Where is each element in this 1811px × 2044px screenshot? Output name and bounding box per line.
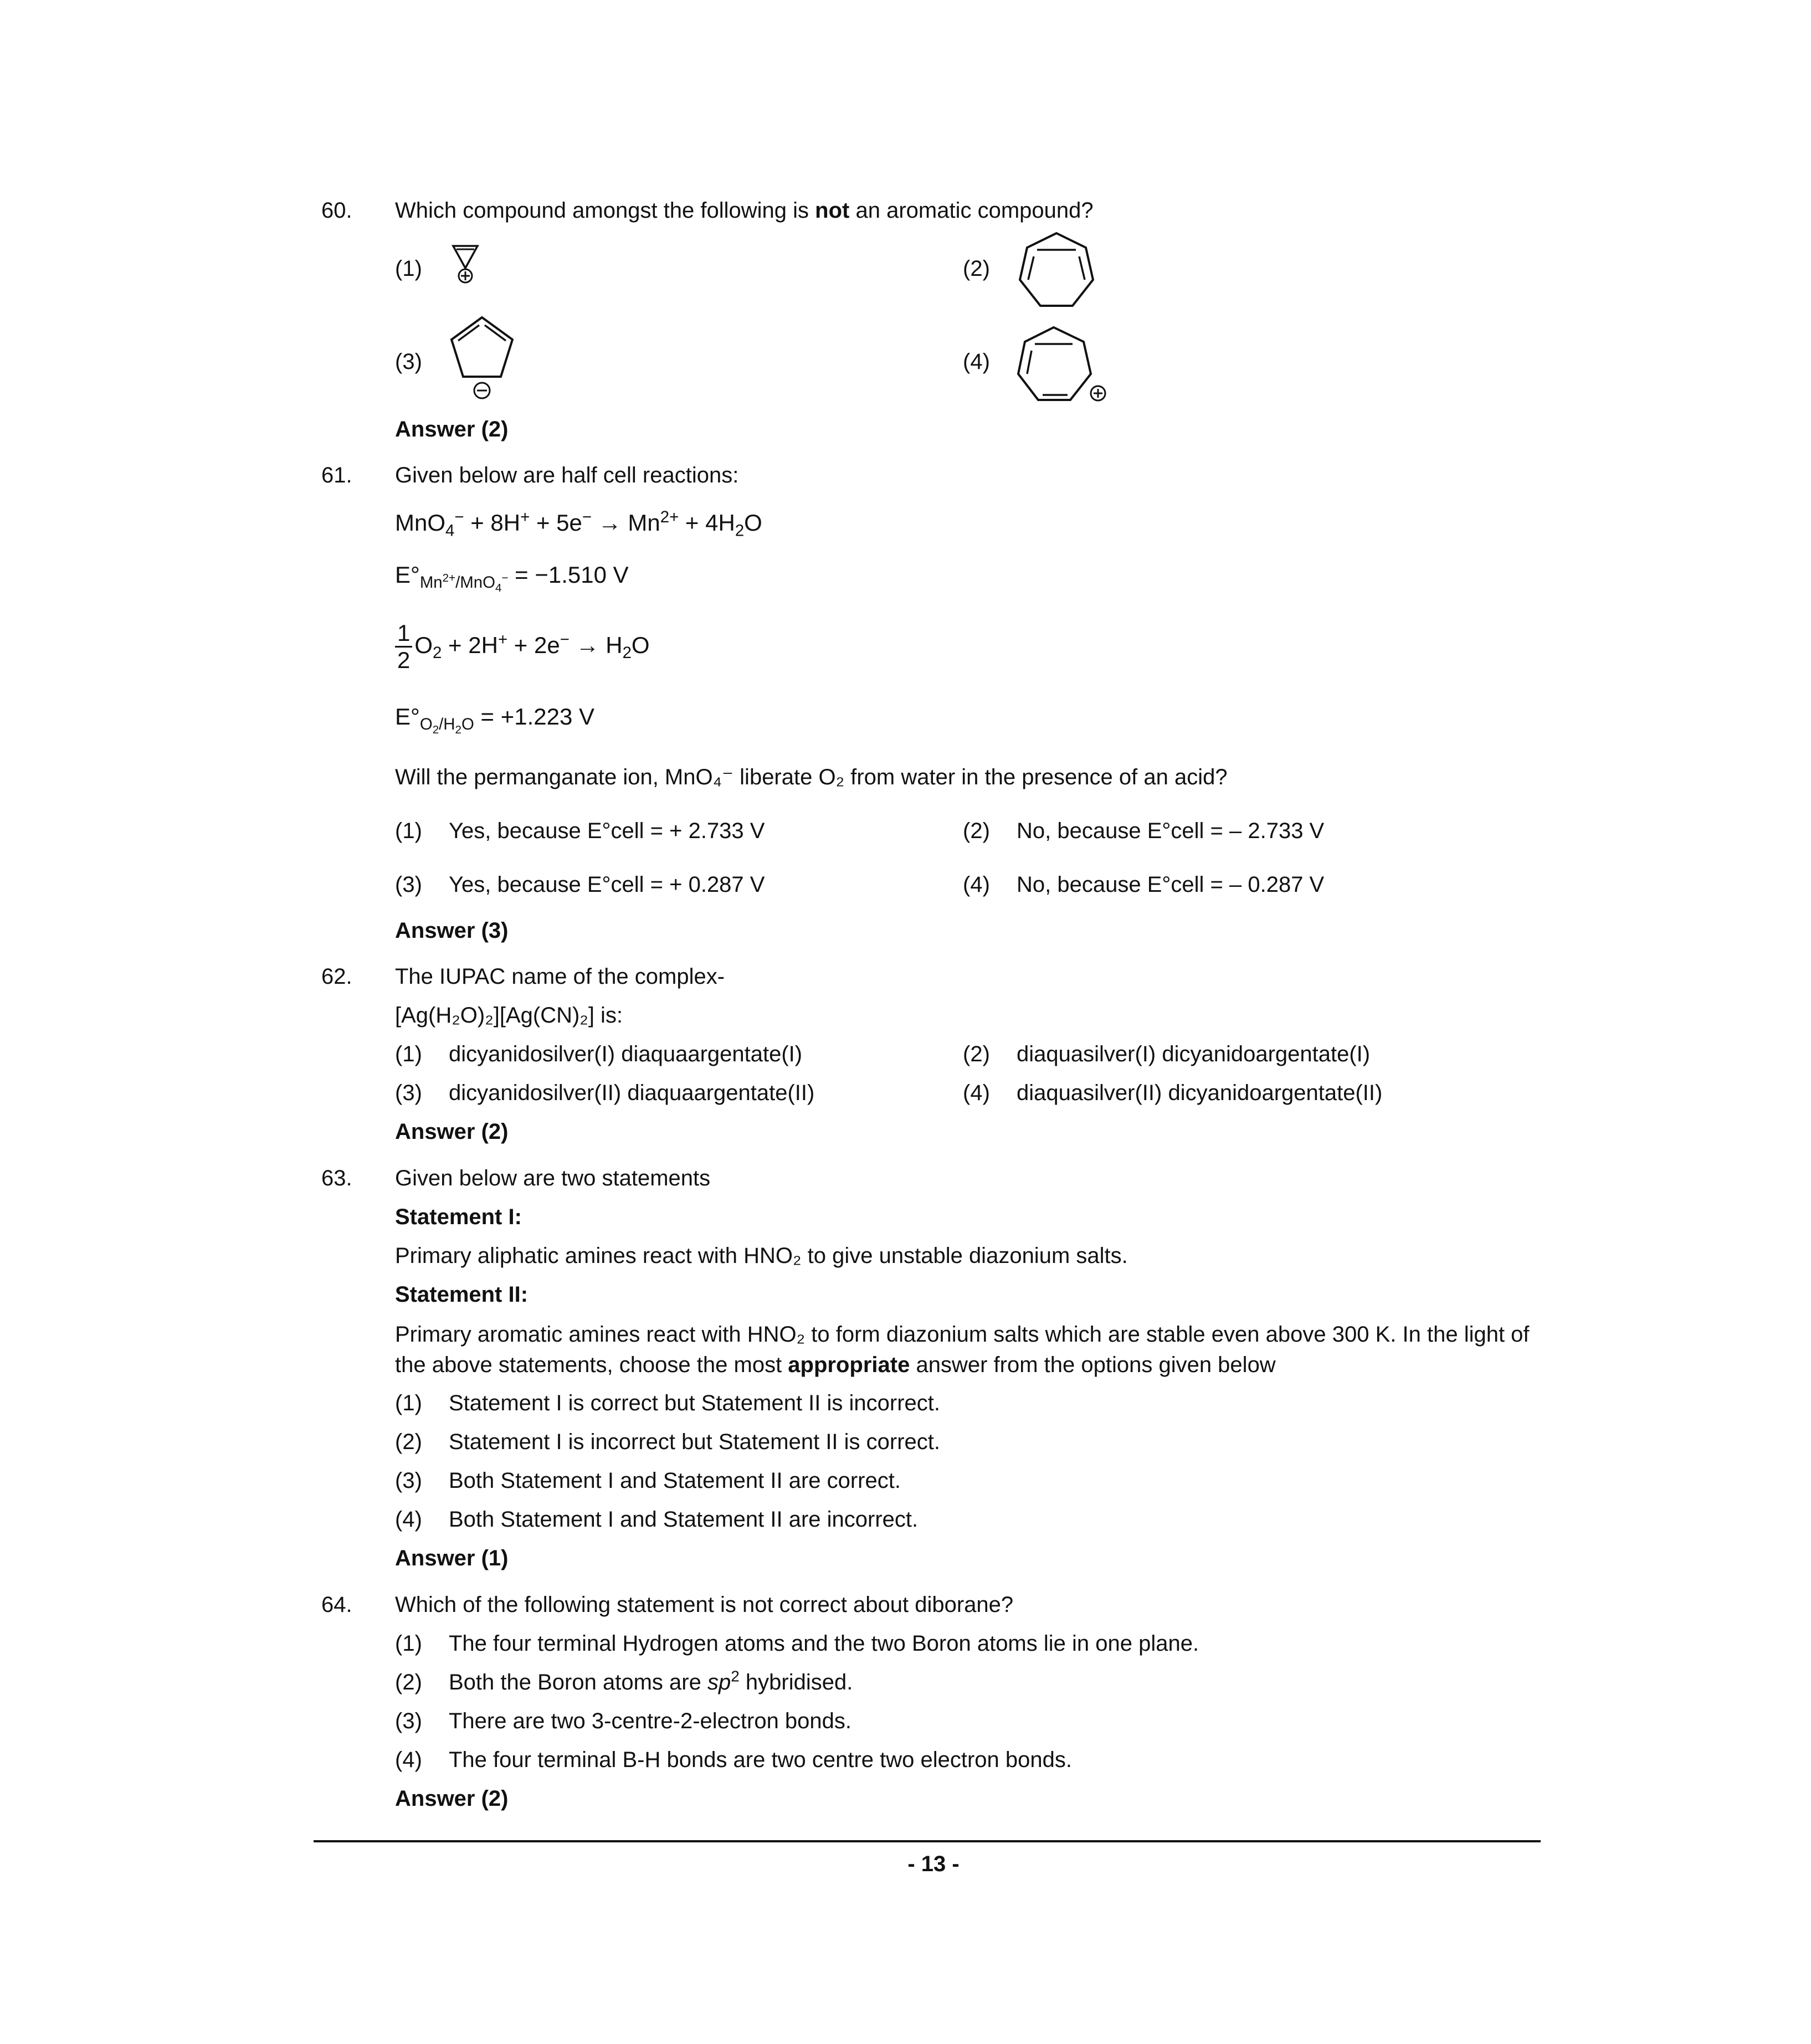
option-text: diaquasilver(II) dicyanidoargentate(II) <box>1017 1081 1383 1105</box>
question-text: Given below are half cell reactions: <box>395 463 739 487</box>
option-number: (1) <box>395 819 422 843</box>
option-number: (2) <box>963 1042 990 1066</box>
potential-mn: $E^\circ_{Mn^{2+}/MnO_4^-} = -1.510$ V <box>395 562 629 595</box>
equation-oxygen: $\frac{1}{2}$ $O_2 + 2H^+ + 2e^- \to H_2O$ <box>395 620 650 673</box>
option-text-superscript: 2 <box>731 1667 740 1685</box>
option-number: (2) <box>963 819 990 843</box>
option-number: (1) <box>395 1042 422 1066</box>
option-text-part: hybridised. <box>739 1670 853 1694</box>
option-text: Yes, because E°cell = + 2.733 V <box>449 819 765 843</box>
option-text: Yes, because E°cell = + 0.287 V <box>449 872 765 897</box>
option-text: The four terminal B-H bonds are two centre two electron bonds. <box>449 1748 1072 1772</box>
option-number: (3) <box>395 1081 422 1105</box>
tropylium-cation-structure <box>1015 324 1115 407</box>
equation-permanganate: $MnO_4^- + 8H^+ + 5e^- \to Mn^{2+} + 4H_2O$ <box>395 508 762 540</box>
question-text-part: Which compound amongst the following is <box>395 198 815 223</box>
option-text: There are two 3-centre-2-electron bonds. <box>449 1709 852 1733</box>
answer-label: Answer (1) <box>395 1546 509 1570</box>
option-text: No, because E°cell = – 0.287 V <box>1017 872 1325 897</box>
option-text: Statement I is correct but Statement II is incorrect. <box>449 1391 941 1415</box>
question-number: 63. <box>321 1166 352 1190</box>
option-number: (1) <box>395 1631 422 1656</box>
option-number: (4) <box>963 350 990 374</box>
answer-label: Answer (2) <box>395 1786 509 1811</box>
statement-text <box>395 1319 1536 1380</box>
option-text: No, because E°cell = – 2.733 V <box>1017 819 1325 843</box>
answer-label: Answer (3) <box>395 918 509 943</box>
statement-text: Primary aliphatic amines react with HNO₂ to give unstable diazonium salts. <box>395 1244 1128 1268</box>
statement-text-part: answer from the options given below <box>910 1353 1276 1377</box>
option-text: Both Statement I and Statement II are correct. <box>449 1468 901 1493</box>
option-number: (4) <box>395 1748 422 1772</box>
question-text-part: an aromatic compound? <box>849 198 1094 223</box>
option-text-italic: sp <box>707 1670 731 1694</box>
fraction-half: $\frac{1}{2}$ <box>395 620 412 673</box>
option-number: (1) <box>395 1391 422 1415</box>
question-text-bold: not <box>815 198 850 223</box>
statement-text-bold: appropriate <box>788 1353 910 1377</box>
option-number: (2) <box>395 1430 422 1454</box>
option-number: (2) <box>395 1670 422 1694</box>
option-text-part: Both the Boron atoms are <box>449 1670 707 1694</box>
question-text: Given below are two statements <box>395 1166 711 1190</box>
footer-divider <box>314 1840 1541 1842</box>
option-number: (3) <box>395 350 422 374</box>
statement-label: Statement I: <box>395 1205 522 1229</box>
question-text: The IUPAC name of the complex- <box>395 964 725 989</box>
option-number: (4) <box>963 1081 990 1105</box>
question-text: Will the permanganate ion, MnO₄⁻ liberate O₂ from water in the presence of an acid? <box>395 765 1228 789</box>
option-number: (3) <box>395 1468 422 1493</box>
option-number: (3) <box>395 872 422 897</box>
statement-label: Statement II: <box>395 1282 529 1307</box>
option-text: dicyanidosilver(II) diaquaargentate(II) <box>449 1081 815 1105</box>
option-number: (4) <box>395 1507 422 1532</box>
question-number: 60. <box>321 198 352 223</box>
question-text: Which of the following statement is not correct about diborane? <box>395 1593 1014 1617</box>
cyclopentadienyl-anion-structure <box>445 313 520 407</box>
question-text <box>395 197 1094 224</box>
option-number: (3) <box>395 1709 422 1733</box>
option-text: Statement I is incorrect but Statement II is correct. <box>449 1430 941 1454</box>
option-number: (2) <box>963 256 990 281</box>
question-text: [Ag(H₂O)₂][Ag(CN)₂] is: <box>395 1003 623 1028</box>
cycloheptatriene-structure <box>1015 230 1098 313</box>
answer-label: Answer (2) <box>395 1119 509 1144</box>
option-text: dicyanidosilver(I) diaquaargentate(I) <box>449 1042 803 1066</box>
option-text <box>449 1668 853 1696</box>
question-number: 61. <box>321 463 352 487</box>
option-text: Both Statement I and Statement II are incorrect. <box>449 1507 919 1532</box>
option-number: (1) <box>395 256 422 281</box>
cyclopropenyl-cation-structure <box>449 244 482 288</box>
answer-label: Answer (2) <box>395 417 509 441</box>
option-text: The four terminal Hydrogen atoms and the two Boron atoms lie in one plane. <box>449 1631 1199 1656</box>
statement-text-part: Primary aromatic amines react with HNO₂ to form diazonium salts which are stable even above 300 K. In the light of the above statements, choose the most <box>395 1322 1530 1377</box>
question-number: 64. <box>321 1593 352 1617</box>
potential-o2: $E^\circ_{O_2/H_2O} = +1.223$ V <box>395 703 595 737</box>
option-text: diaquasilver(I) dicyanidoargentate(I) <box>1017 1042 1371 1066</box>
option-number: (4) <box>963 872 990 897</box>
question-number: 62. <box>321 964 352 989</box>
page-number: - 13 - <box>907 1852 960 1876</box>
